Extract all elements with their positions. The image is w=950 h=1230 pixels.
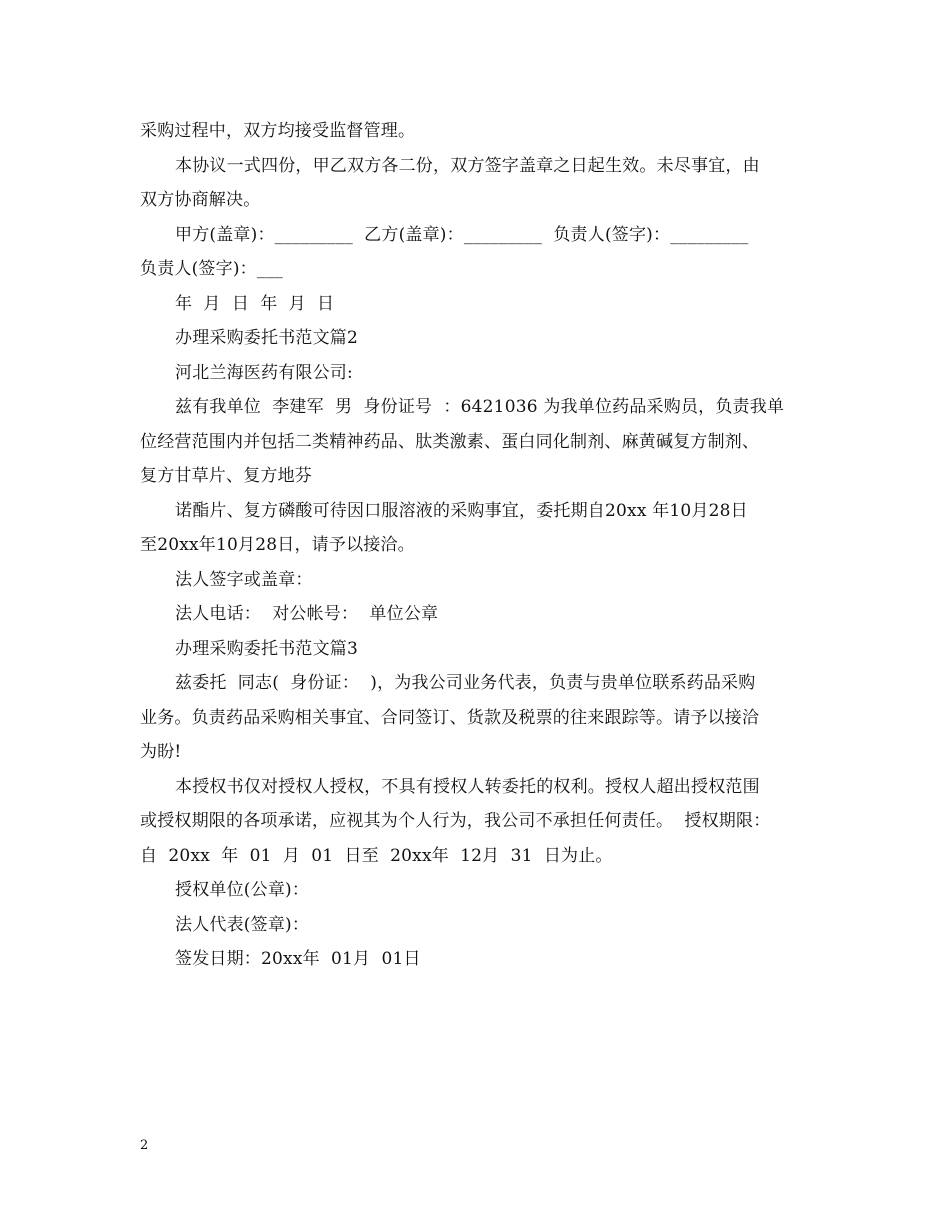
text-line: 双方协商解决。 (140, 190, 261, 210)
section-heading: 办理采购委托书范文篇3 (175, 638, 359, 659)
text-line: 或授权期限的各项承诺，应视其为个人行为，我公司不承担任何责任。 授权期限： (140, 811, 771, 831)
text-line: 本协议一式四份，甲乙双方各二份，双方签字盖章之日起生效。未尽事宜，由 (175, 155, 760, 176)
text-line: 诺酯片、复方磷酸可待因口服溶液的采购事宜，委托期自20xx 年10月28日 (175, 500, 748, 521)
signature-line: 法人签字或盖章： (175, 569, 313, 590)
text-line: 自 20xx 年 01 月 01 日至 20xx年 12月 31 日为止。 (140, 845, 613, 866)
text-line: 兹委托 同志( 身份证： )，为我公司业务代表，负责与贵单位联系药品采购 (175, 673, 756, 693)
signature-line: 负责人(签字)：___ (140, 259, 283, 279)
signature-line: 法人代表(签章)： (175, 914, 310, 935)
text-line: 为盼! (140, 742, 182, 762)
addressee: 河北兰海医药有限公司: (175, 362, 353, 383)
document-body (140, 114, 820, 977)
signature-line: 授权单位(公章)： (175, 880, 310, 900)
text-line: 本授权书仅对授权人授权，不具有授权人转委托的权利。授权人超出授权范围 (175, 776, 760, 797)
text-line: 采购过程中，双方均接受监督管理。 (140, 121, 416, 141)
text-line: 业务。负责药品采购相关事宜、合同签订、货款及税票的往来跟踪等。请予以接洽 (140, 707, 760, 728)
text-line: 位经营范围内并包括二类精神药品、肽类激素、蛋白同化制剂、麻黄碱复方制剂、 (140, 431, 760, 452)
contact-line: 法人电话： 对公帐号： 单位公章 (175, 604, 439, 624)
date-line: 年 月 日 年 月 日 (175, 293, 335, 314)
text-line: 至20xx年10月28日，请予以接洽。 (140, 535, 415, 555)
section-heading: 办理采购委托书范文篇2 (175, 328, 359, 348)
page-number: 2 (140, 1138, 149, 1153)
text-line: 复方甘草片、复方地芬 (140, 466, 312, 486)
signature-line: 甲方(盖章)：_________ 乙方(盖章)：_________ 负责人(签字)：_________ (175, 224, 749, 245)
text-line: 兹有我单位 李建军 男 身份证号 ：6421036 为我单位药品采购员，负责我单 (175, 397, 785, 417)
date-line: 签发日期：20xx年 01月 01日 (175, 949, 421, 969)
